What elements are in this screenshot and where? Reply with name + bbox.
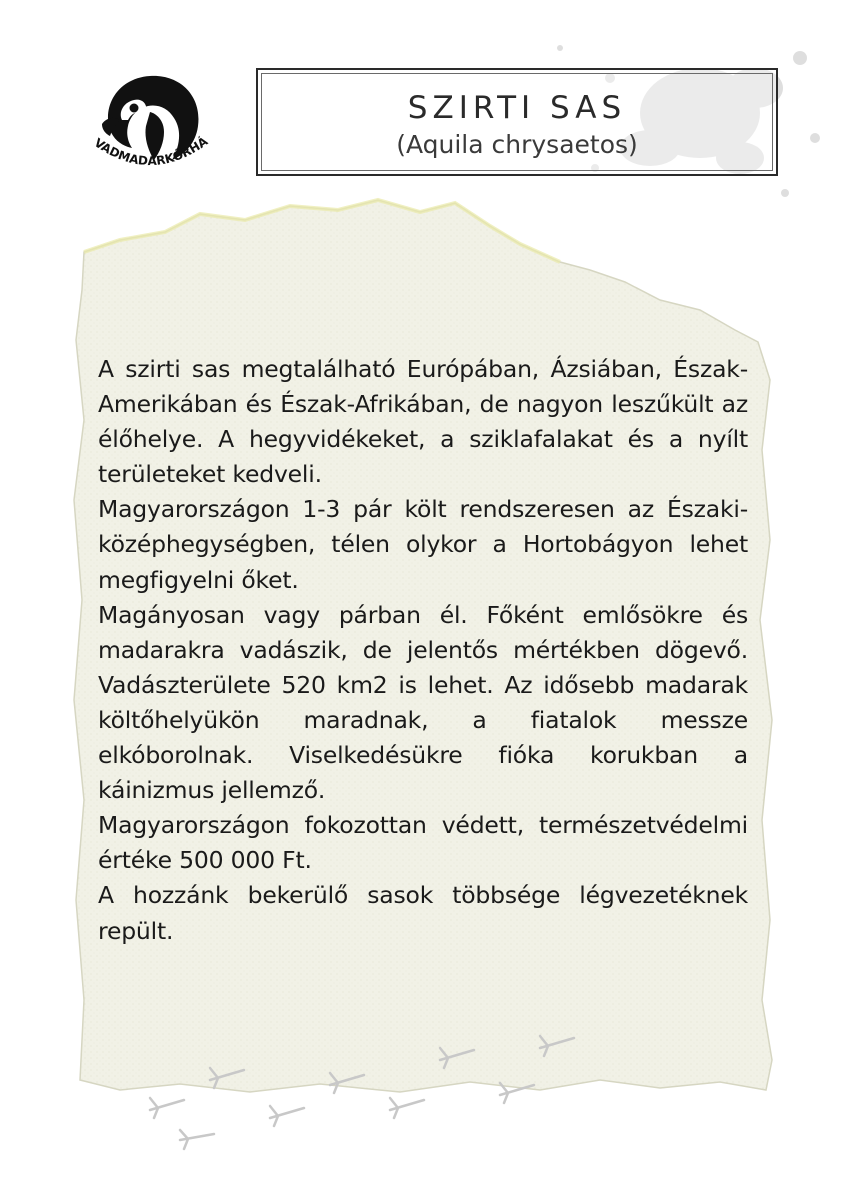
paragraph-behaviour: Magányosan vagy párban él. Főként emlősökre és madarakra vadászik, de jelentős mértékben dögevő. Vadászterülete 520 km2 is lehet. Az idősebb madarak költőhelyükön maradnak, a fiatalok messze elkóborolnak. Viselkedésükre fióka korukban a káinizmus jellemző. [98,600,748,805]
paragraph-distribution: A szirti sas megtalálható Európában, Ázsiában, Észak-Amerikában és Észak-Afrikában, de nagyon leszűkült az élőhelye. A hegyvidékeket, a sziklafalakat és a nyílt területeket kedveli. [98,355,748,489]
scientific-name: (Aquila chrysaetos) [396,130,638,159]
paragraph-hungary-breeding: Magyarországon 1-3 pár költ rendszeresen az Északi-középhegységben, télen olykor a Hortobágyon lehet megfigyelni őket. [98,495,748,594]
page-title: SZIRTI SAS [407,90,627,126]
description-text [98,352,748,949]
paragraph-hospital-cases: A hozzánk bekerülő sasok többsége légvezetéknek repült. [98,881,748,945]
logo-text: VADMADÁRKÓRHÁZ [77,129,211,169]
title-box [256,68,778,176]
bird-tracks-decoration [120,1030,590,1160]
paragraph-protection: Magyarországon fokozottan védett, természetvédelmi értéke 500 000 Ft. [98,811,748,875]
logo-wordmark [77,129,218,180]
